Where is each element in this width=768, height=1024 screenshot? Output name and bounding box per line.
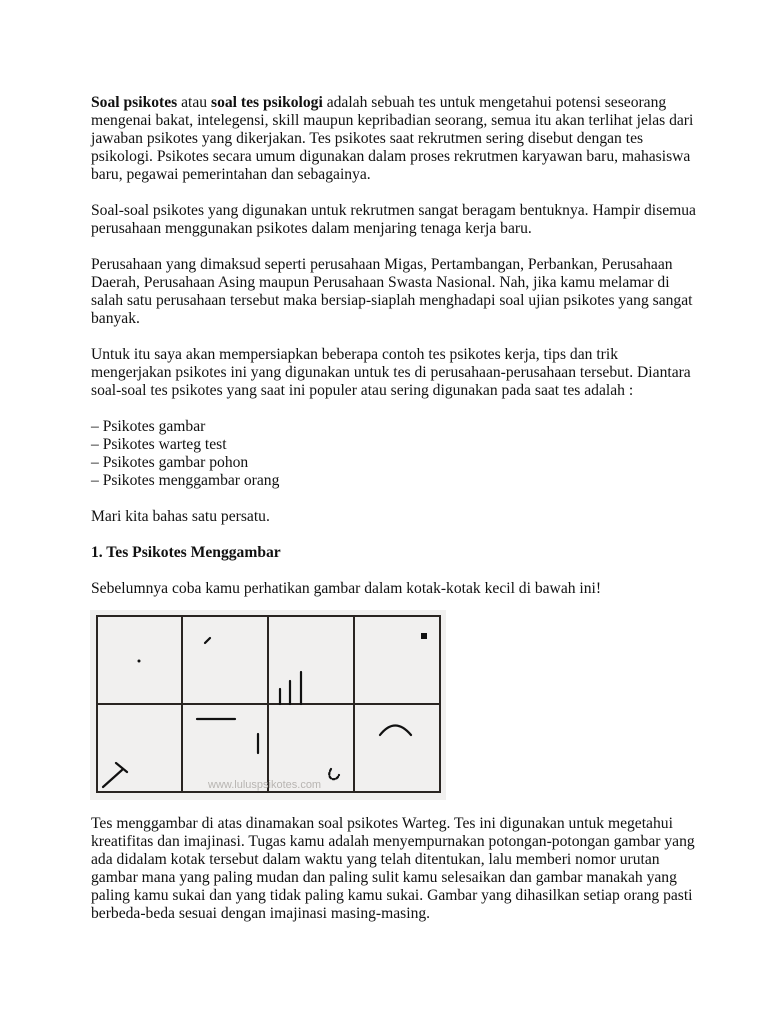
line: Perusahaan yang dimaksud seperti perusahaan Migas, Pertambangan, Perbankan, Perusahaan [91,256,673,273]
line: mengerjakan psikotes ini yang digunakan untuk tes di perusahaan-perusahaan tersebut. Diantara [91,364,691,381]
line: ada didalam kotak tersebut dalam waktu yang telah ditentukan, lalu memberi nomor urutan [91,851,660,868]
line: Tes menggambar di atas dinamakan soal psikotes Warteg. Tes ini digunakan untuk megetahui [91,815,673,832]
line: banyak. [91,310,140,327]
warteg-test-figure [90,610,446,800]
intro-line: psikologi. Psikotes secara umum digunakan dalam proses rekrutmen karyawan baru, mahasiswa [91,148,691,165]
line: Soal-soal psikotes yang digunakan untuk rekrutmen sangat beragam bentuknya. Hampir disemua [91,202,696,219]
list-item: – Psikotes gambar [91,418,206,435]
list-item: – Psikotes menggambar orang [91,472,280,489]
line: kreatifitas dan imajinasi. Tugas kamu adalah menyempurnakan potongan-potongan gambar yang [91,833,695,850]
watermark: www.luluspsikotes.com [208,779,322,791]
text: adalah sebuah tes untuk mengetahui potensi seseorang [322,94,667,111]
paragraph-2 [91,202,696,238]
line: perusahaan menggunakan psikotes dalam menjaring tenaga kerja baru. [91,220,532,237]
line: Untuk itu saya akan mempersiapkan beberapa contoh tes psikotes kerja, tips dan trik [91,346,619,363]
list-item: – Psikotes gambar pohon [91,454,249,471]
paragraph-7 [91,815,695,923]
text: atau [177,94,212,111]
intro-line: baru, pegawai pemerintahan dan sebagainya. [91,166,371,183]
line: gambar mana yang paling mudan dan paling sulit kamu selesaikan dan gambar manakah yang [91,869,677,886]
intro-line: mengenai bakat, intelegensi, skill maupun kepribadian seorang, semua itu akan terlihat jelas dari [91,112,694,129]
intro-paragraph [91,94,693,184]
line: soal-soal tes psikotes yang saat ini populer atau sering digunakan pada saat tes adalah : [91,382,634,399]
paragraph-6: Sebelumnya coba kamu perhatikan gambar dalam kotak-kotak kecil di bawah ini! [91,580,602,597]
intro-line: jawaban psikotes yang dikerjakan. Tes psikotes saat rekrutmen sering disebut dengan tes [91,130,644,147]
line: paling kamu sukai dan yang tidak paling kamu sukai. Gambar yang dihasilkan setiap orang pasti [91,887,693,904]
list-item: – Psikotes warteg test [91,436,227,453]
term-soal-psikotes: Soal psikotes [91,94,178,111]
line: salah satu perusahaan tersebut maka bersiap-siaplah menghadapi soal ujian psikotes yang sangat [91,292,693,309]
paragraph-4 [91,346,691,400]
intro-line [91,94,693,112]
line: berbeda-beda sesuai dengan imajinasi masing-masing. [91,905,431,922]
section-heading: 1. Tes Psikotes Menggambar [91,544,281,561]
paragraph-5: Mari kita bahas satu persatu. [91,508,270,525]
paragraph-3 [91,256,692,328]
line: Daerah, Perusahaan Asing maupun Perusahaan Swasta Nasional. Nah, jika kamu melamar di [91,274,670,291]
term-soal-tes-psikologi: soal tes psikologi [211,94,323,111]
psikotes-list [91,418,279,490]
